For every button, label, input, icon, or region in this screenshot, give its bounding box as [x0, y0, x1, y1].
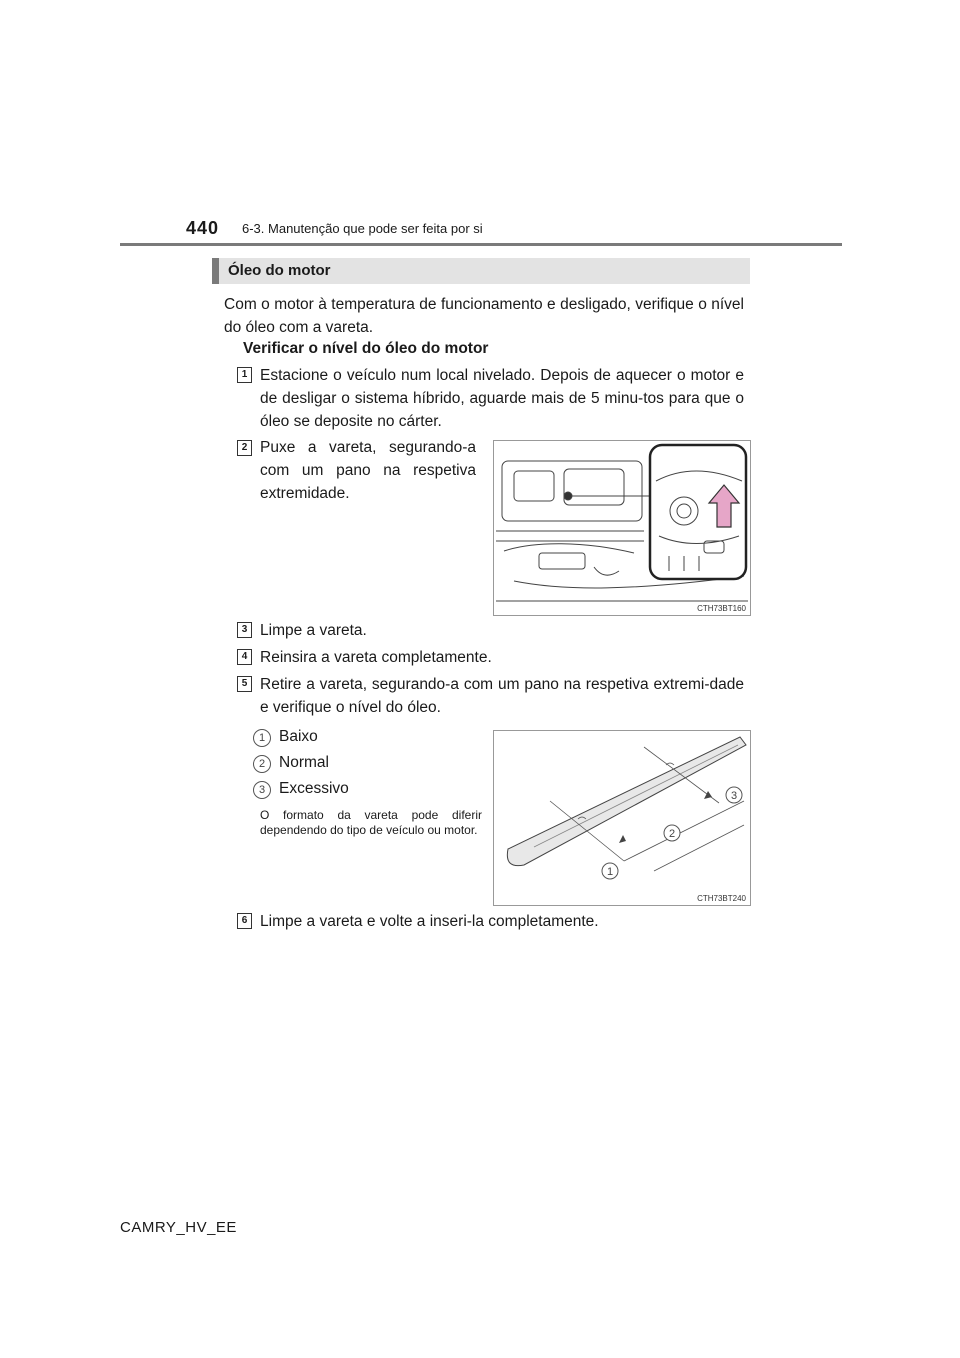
step-text-6: Limpe a vareta e volte a inseri-la completamente.: [260, 913, 599, 930]
step-text-4: Reinsira a vareta completamente.: [260, 649, 492, 666]
dipstick-illustration: [493, 730, 751, 906]
page-number: 440: [186, 218, 220, 238]
model-footer: CAMRY_HV_EE: [120, 1219, 237, 1236]
step-number-4: 4: [237, 649, 252, 665]
step-text-1: Estacione o veículo num local nivelado. Depois de aquecer o motor e de desligar o sistema híbrido, aguarde mais de 5 minu-tos para que o óleo se deposite no cárter.: [260, 367, 744, 430]
dipstick-drawing: [494, 731, 750, 905]
legend-number-1: 1: [253, 729, 271, 747]
legend-label-low: Baixo: [279, 728, 318, 745]
section-heading-bar: [212, 258, 750, 284]
step-number-1: 1: [237, 367, 252, 383]
step-number-6: 6: [237, 913, 252, 929]
section-title: Óleo do motor: [228, 262, 331, 279]
legend-label-normal: Normal: [279, 754, 329, 771]
callout-1: 1: [606, 866, 614, 878]
step-text-2: Puxe a vareta, segurando-a com um pano na respetiva extremidade.: [260, 439, 476, 502]
subheading: Verificar o nível do óleo do motor: [243, 340, 489, 357]
step-number-2: 2: [237, 440, 252, 456]
header-divider: [120, 243, 842, 246]
step-text-5: Retire a vareta, segurando-a com um pano na respetiva extremi-dade e verifique o nível do óleo.: [260, 676, 744, 716]
legend-label-excessive: Excessivo: [279, 780, 349, 797]
engine-bay-drawing: [494, 441, 750, 615]
step-text-3: Limpe a vareta.: [260, 622, 367, 639]
legend-number-3: 3: [253, 781, 271, 799]
callout-3: 3: [730, 790, 738, 802]
dipstick-note: O formato da vareta pode diferir dependendo do tipo de veículo ou motor.: [260, 808, 482, 837]
engine-bay-illustration: [493, 440, 751, 616]
section-accent: [212, 258, 219, 284]
intro-paragraph: Com o motor à temperatura de funcionamento e desligado, verifique o nível do óleo com a vareta.: [224, 296, 744, 336]
chapter-title: 6-3. Manutenção que pode ser feita por si: [242, 221, 483, 236]
figure-code-dipstick: CTH73BT240: [697, 894, 746, 903]
step-number-5: 5: [237, 676, 252, 692]
legend-number-2: 2: [253, 755, 271, 773]
step-number-3: 3: [237, 622, 252, 638]
figure-code-engine: CTH73BT160: [697, 604, 746, 613]
callout-2: 2: [668, 828, 676, 840]
